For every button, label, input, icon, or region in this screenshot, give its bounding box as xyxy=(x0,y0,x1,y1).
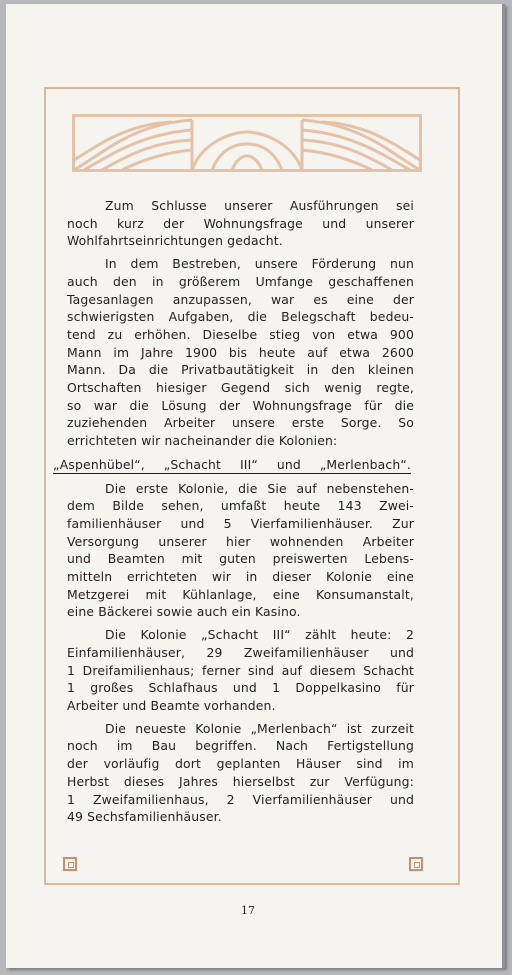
book-page xyxy=(6,4,505,968)
text-line: Herbst dieses Jahres hierselbst zur Verfügung: xyxy=(67,773,414,789)
text-line: Arbeiter und Beamte vorhanden. xyxy=(67,697,276,713)
text-line: Wohlfahrtseinrichtungen gedacht. xyxy=(67,233,283,249)
text-line: Metzgerei mit Kühlanlage, eine Konsumanstalt, xyxy=(67,586,414,602)
text-line: In dem Bestreben, unsere Förderung nun xyxy=(105,256,414,272)
text-line: Einfamilienhäuser, 29 Zweifamilienhäuser und xyxy=(67,644,414,660)
text-line: Mann. Da die Privatbautätigkeit in den kleinen xyxy=(67,362,414,378)
text-line: mitteln errichteten wir in dieser Kolonie eine xyxy=(67,569,414,585)
text-line: zuziehenden Arbeiter unsere erste Sorge. So xyxy=(67,415,414,431)
text-line: noch kurz der Wohnungsfrage und unserer xyxy=(67,215,414,231)
text-line: schwierigsten Aufgaben, die Belegschaft bedeu- xyxy=(67,309,414,325)
text-line: der vorläufig dort geplanten Häuser sind im xyxy=(67,756,414,772)
corner-ornament-right xyxy=(409,857,423,871)
text-line: 1 Zweifamilienhaus, 2 Vierfamilienhäuser und xyxy=(67,791,414,807)
text-line: Versorgung unserer hier wohnenden Arbeiter xyxy=(67,533,414,549)
text-line: Die Kolonie „Schacht III“ zählt heute: 2 xyxy=(105,627,414,643)
text-line: Die erste Kolonie, die Sie auf nebenstehen- xyxy=(105,480,414,496)
colonies-line xyxy=(53,456,411,474)
text-line: Ortschaften hiesiger Gegend sich wenig regte, xyxy=(67,380,414,396)
text-line: Mann im Jahre 1900 bis heute auf etwa 2600 xyxy=(67,344,414,360)
text-line: 1 großes Schlafhaus und 1 Doppelkasino für xyxy=(67,680,414,696)
paragraph xyxy=(67,626,414,715)
text-line: Zum Schlusse unserer Ausführungen sei xyxy=(105,198,414,213)
text-line: eine Bäckerei sowie auch ein Kasino. xyxy=(67,604,301,620)
text-line: und Beamten mit guten preiswerten Lebens- xyxy=(67,551,414,567)
text-line: errichteten wir nacheinander die Kolonien: xyxy=(67,433,338,449)
text-line: „Aspenhübel“, „Schacht III“ und „Merlenbach“. xyxy=(53,456,411,472)
body-text xyxy=(53,197,414,831)
text-line: noch im Bau begriffen. Nach Fertigstellung xyxy=(67,738,414,754)
paragraph xyxy=(67,255,414,450)
paragraph xyxy=(67,720,414,826)
page-number: 17 xyxy=(241,904,255,917)
text-line: so war die Lösung der Wohnungsfrage für die xyxy=(67,397,414,413)
text-line: 1 Dreifamilienhaus; ferner sind auf diesem Schacht xyxy=(67,662,414,678)
art-nouveau-ornament xyxy=(72,114,422,172)
text-line: familienhäuser und 5 Vierfamilienhäuser. Zur xyxy=(67,515,414,531)
paragraph xyxy=(67,197,414,250)
text-line: auch den in größerem Umfange geschaffenen xyxy=(67,273,414,289)
text-line: tend zu erhöhen. Dieselbe stieg von etwa 900 xyxy=(67,326,414,342)
text-line: Die neueste Kolonie „Merlenbach“ ist zurzeit xyxy=(105,720,414,736)
text-line: dem Bilde sehen, umfaßt heute 143 Zwei- xyxy=(67,498,414,514)
text-line: 49 Sechsfamilienhäuser. xyxy=(67,809,222,825)
text-line: Tagesanlagen anzupassen, war es eine der xyxy=(67,291,414,307)
paragraph xyxy=(67,480,414,622)
corner-ornament-left xyxy=(63,857,77,871)
